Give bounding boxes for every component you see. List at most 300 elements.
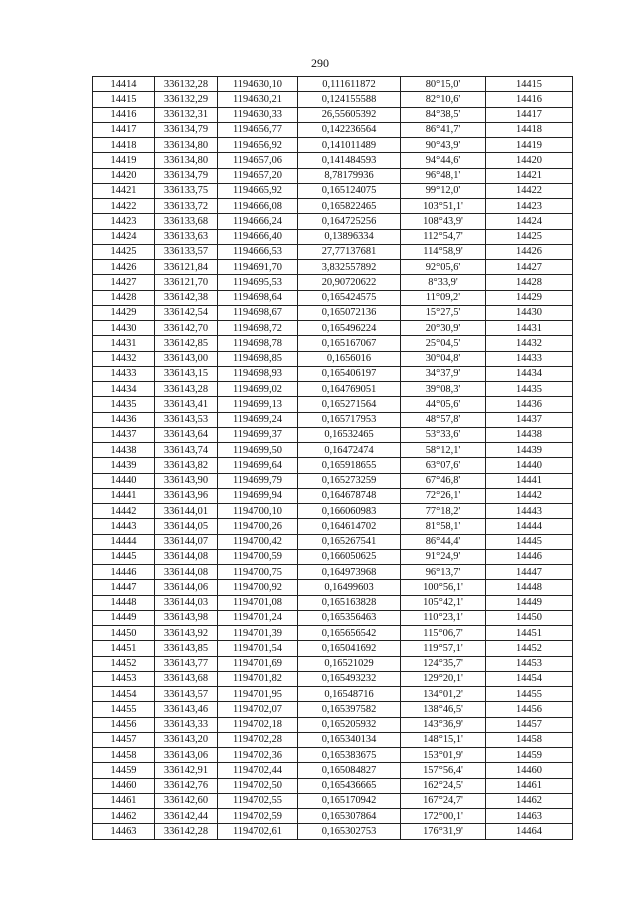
distance-cell: 20,90720622 <box>298 275 401 290</box>
direction-angle-cell: 124°35,7' <box>401 656 486 671</box>
next-point-cell: 14417 <box>486 107 573 122</box>
distance-cell: 0,165041692 <box>298 641 401 656</box>
distance-cell: 0,165163828 <box>298 595 401 610</box>
table-row <box>93 565 573 580</box>
table-row <box>93 671 573 686</box>
next-point-cell: 14460 <box>486 763 573 778</box>
table-row <box>93 824 573 839</box>
table-row <box>93 473 573 488</box>
y-coordinate-cell: 1194691,70 <box>218 260 298 275</box>
y-coordinate-cell: 1194700,26 <box>218 519 298 534</box>
x-coordinate-cell: 336143,92 <box>155 626 218 641</box>
distance-cell: 0,165496224 <box>298 321 401 336</box>
point-number-cell: 14456 <box>93 717 155 732</box>
table-row <box>93 519 573 534</box>
point-number-cell: 14453 <box>93 671 155 686</box>
point-number-cell: 14439 <box>93 458 155 473</box>
x-coordinate-cell: 336143,90 <box>155 473 218 488</box>
y-coordinate-cell: 1194702,59 <box>218 809 298 824</box>
y-coordinate-cell: 1194699,02 <box>218 382 298 397</box>
point-number-cell: 14428 <box>93 290 155 305</box>
distance-cell: 0,141011489 <box>298 138 401 153</box>
distance-cell: 0,16532465 <box>298 427 401 442</box>
x-coordinate-cell: 336144,03 <box>155 595 218 610</box>
y-coordinate-cell: 1194699,24 <box>218 412 298 427</box>
table-row <box>93 138 573 153</box>
point-number-cell: 14461 <box>93 793 155 808</box>
next-point-cell: 14434 <box>486 366 573 381</box>
table-row <box>93 321 573 336</box>
distance-cell: 0,166060983 <box>298 504 401 519</box>
point-number-cell: 14423 <box>93 214 155 229</box>
direction-angle-cell: 86°41,7' <box>401 122 486 137</box>
table-row <box>93 778 573 793</box>
direction-angle-cell: 77°18,2' <box>401 504 486 519</box>
x-coordinate-cell: 336144,08 <box>155 549 218 564</box>
next-point-cell: 14433 <box>486 351 573 366</box>
table-row <box>93 260 573 275</box>
y-coordinate-cell: 1194630,10 <box>218 77 298 92</box>
next-point-cell: 14432 <box>486 336 573 351</box>
direction-angle-cell: 119°57,1' <box>401 641 486 656</box>
direction-angle-cell: 92°05,6' <box>401 260 486 275</box>
direction-angle-cell: 80°15,0' <box>401 77 486 92</box>
point-number-cell: 14421 <box>93 183 155 198</box>
direction-angle-cell: 86°44,4' <box>401 534 486 549</box>
x-coordinate-cell: 336143,46 <box>155 702 218 717</box>
y-coordinate-cell: 1194702,18 <box>218 717 298 732</box>
point-number-cell: 14451 <box>93 641 155 656</box>
next-point-cell: 14461 <box>486 778 573 793</box>
next-point-cell: 14421 <box>486 168 573 183</box>
table-row <box>93 199 573 214</box>
distance-cell: 0,124155588 <box>298 92 401 107</box>
direction-angle-cell: 114°58,9' <box>401 244 486 259</box>
distance-cell: 0,166050625 <box>298 549 401 564</box>
next-point-cell: 14435 <box>486 382 573 397</box>
page-number: 290 <box>311 56 329 70</box>
x-coordinate-cell: 336142,28 <box>155 824 218 839</box>
next-point-cell: 14453 <box>486 656 573 671</box>
x-coordinate-cell: 336143,74 <box>155 443 218 458</box>
next-point-cell: 14443 <box>486 504 573 519</box>
distance-cell: 0,165406197 <box>298 366 401 381</box>
distance-cell: 0,165493232 <box>298 671 401 686</box>
distance-cell: 0,165302753 <box>298 824 401 839</box>
distance-cell: 0,165273259 <box>298 473 401 488</box>
y-coordinate-cell: 1194666,40 <box>218 229 298 244</box>
distance-cell: 0,165170942 <box>298 793 401 808</box>
next-point-cell: 14445 <box>486 534 573 549</box>
point-number-cell: 14415 <box>93 92 155 107</box>
next-point-cell: 14456 <box>486 702 573 717</box>
next-point-cell: 14431 <box>486 321 573 336</box>
next-point-cell: 14426 <box>486 244 573 259</box>
direction-angle-cell: 129°20,1' <box>401 671 486 686</box>
x-coordinate-cell: 336142,76 <box>155 778 218 793</box>
table-row <box>93 244 573 259</box>
x-coordinate-cell: 336121,70 <box>155 275 218 290</box>
distance-cell: 0,165124075 <box>298 183 401 198</box>
y-coordinate-cell: 1194657,06 <box>218 153 298 168</box>
table-row <box>93 534 573 549</box>
table-row <box>93 275 573 290</box>
direction-angle-cell: 44°05,6' <box>401 397 486 412</box>
next-point-cell: 14440 <box>486 458 573 473</box>
table-row <box>93 290 573 305</box>
direction-angle-cell: 84°38,5' <box>401 107 486 122</box>
next-point-cell: 14450 <box>486 610 573 625</box>
table-row <box>93 641 573 656</box>
direction-angle-cell: 63°07,6' <box>401 458 486 473</box>
y-coordinate-cell: 1194702,61 <box>218 824 298 839</box>
direction-angle-cell: 110°23,1' <box>401 610 486 625</box>
next-point-cell: 14422 <box>486 183 573 198</box>
distance-cell: 0,165072136 <box>298 305 401 320</box>
table-row <box>93 214 573 229</box>
table-row <box>93 702 573 717</box>
direction-angle-cell: 20°30,9' <box>401 321 486 336</box>
direction-angle-cell: 134°01,2' <box>401 687 486 702</box>
distance-cell: 0,16472474 <box>298 443 401 458</box>
x-coordinate-cell: 336134,79 <box>155 168 218 183</box>
next-point-cell: 14437 <box>486 412 573 427</box>
next-point-cell: 14436 <box>486 397 573 412</box>
y-coordinate-cell: 1194702,55 <box>218 793 298 808</box>
y-coordinate-cell: 1194702,07 <box>218 702 298 717</box>
x-coordinate-cell: 336143,96 <box>155 488 218 503</box>
direction-angle-cell: 112°54,7' <box>401 229 486 244</box>
y-coordinate-cell: 1194700,42 <box>218 534 298 549</box>
point-number-cell: 14440 <box>93 473 155 488</box>
y-coordinate-cell: 1194699,94 <box>218 488 298 503</box>
y-coordinate-cell: 1194630,33 <box>218 107 298 122</box>
x-coordinate-cell: 336143,98 <box>155 610 218 625</box>
x-coordinate-cell: 336143,06 <box>155 748 218 763</box>
y-coordinate-cell: 1194656,77 <box>218 122 298 137</box>
distance-cell: 0,165084827 <box>298 763 401 778</box>
point-number-cell: 14449 <box>93 610 155 625</box>
distance-cell: 0,164973968 <box>298 565 401 580</box>
direction-angle-cell: 96°13,7' <box>401 565 486 580</box>
y-coordinate-cell: 1194666,53 <box>218 244 298 259</box>
x-coordinate-cell: 336134,80 <box>155 153 218 168</box>
point-number-cell: 14445 <box>93 549 155 564</box>
point-number-cell: 14424 <box>93 229 155 244</box>
table-row <box>93 351 573 366</box>
distance-cell: 0,165267541 <box>298 534 401 549</box>
x-coordinate-cell: 336143,00 <box>155 351 218 366</box>
point-number-cell: 14455 <box>93 702 155 717</box>
x-coordinate-cell: 336143,33 <box>155 717 218 732</box>
next-point-cell: 14462 <box>486 793 573 808</box>
distance-cell: 0,164769051 <box>298 382 401 397</box>
direction-angle-cell: 53°33,6' <box>401 427 486 442</box>
point-number-cell: 14447 <box>93 580 155 595</box>
point-number-cell: 14442 <box>93 504 155 519</box>
point-number-cell: 14454 <box>93 687 155 702</box>
direction-angle-cell: 115°06,7' <box>401 626 486 641</box>
y-coordinate-cell: 1194656,92 <box>218 138 298 153</box>
point-number-cell: 14434 <box>93 382 155 397</box>
table-row <box>93 168 573 183</box>
table-row <box>93 763 573 778</box>
point-number-cell: 14436 <box>93 412 155 427</box>
direction-angle-cell: 143°36,9' <box>401 717 486 732</box>
table-row <box>93 305 573 320</box>
table-row <box>93 183 573 198</box>
next-point-cell: 14451 <box>486 626 573 641</box>
distance-cell: 0,165436665 <box>298 778 401 793</box>
table-body <box>93 77 573 840</box>
x-coordinate-cell: 336132,29 <box>155 92 218 107</box>
direction-angle-cell: 8°33,9' <box>401 275 486 290</box>
direction-angle-cell: 105°42,1' <box>401 595 486 610</box>
next-point-cell: 14428 <box>486 275 573 290</box>
y-coordinate-cell: 1194699,64 <box>218 458 298 473</box>
x-coordinate-cell: 336133,75 <box>155 183 218 198</box>
next-point-cell: 14424 <box>486 214 573 229</box>
point-number-cell: 14416 <box>93 107 155 122</box>
direction-angle-cell: 81°58,1' <box>401 519 486 534</box>
x-coordinate-cell: 336142,54 <box>155 305 218 320</box>
y-coordinate-cell: 1194701,82 <box>218 671 298 686</box>
distance-cell: 0,13896334 <box>298 229 401 244</box>
distance-cell: 0,165383675 <box>298 748 401 763</box>
distance-cell: 8,78179936 <box>298 168 401 183</box>
direction-angle-cell: 162°24,5' <box>401 778 486 793</box>
x-coordinate-cell: 336133,57 <box>155 244 218 259</box>
direction-angle-cell: 157°56,4' <box>401 763 486 778</box>
y-coordinate-cell: 1194701,54 <box>218 641 298 656</box>
point-number-cell: 14441 <box>93 488 155 503</box>
next-point-cell: 14446 <box>486 549 573 564</box>
table-row <box>93 504 573 519</box>
y-coordinate-cell: 1194699,13 <box>218 397 298 412</box>
x-coordinate-cell: 336142,70 <box>155 321 218 336</box>
table-row <box>93 229 573 244</box>
y-coordinate-cell: 1194698,64 <box>218 290 298 305</box>
distance-cell: 0,1656016 <box>298 351 401 366</box>
y-coordinate-cell: 1194666,08 <box>218 199 298 214</box>
direction-angle-cell: 148°15,1' <box>401 732 486 747</box>
direction-angle-cell: 39°08,3' <box>401 382 486 397</box>
point-number-cell: 14435 <box>93 397 155 412</box>
x-coordinate-cell: 336133,68 <box>155 214 218 229</box>
next-point-cell: 14458 <box>486 732 573 747</box>
table-row <box>93 549 573 564</box>
distance-cell: 0,164725256 <box>298 214 401 229</box>
x-coordinate-cell: 336134,79 <box>155 122 218 137</box>
table-row <box>93 107 573 122</box>
y-coordinate-cell: 1194701,08 <box>218 595 298 610</box>
table-row <box>93 397 573 412</box>
direction-angle-cell: 72°26,1' <box>401 488 486 503</box>
y-coordinate-cell: 1194699,37 <box>218 427 298 442</box>
x-coordinate-cell: 336144,07 <box>155 534 218 549</box>
next-point-cell: 14423 <box>486 199 573 214</box>
next-point-cell: 14455 <box>486 687 573 702</box>
x-coordinate-cell: 336142,38 <box>155 290 218 305</box>
next-point-cell: 14439 <box>486 443 573 458</box>
x-coordinate-cell: 336142,85 <box>155 336 218 351</box>
coordinates-table <box>92 76 573 840</box>
table-row <box>93 793 573 808</box>
table-row <box>93 458 573 473</box>
distance-cell: 0,165918655 <box>298 458 401 473</box>
y-coordinate-cell: 1194701,69 <box>218 656 298 671</box>
direction-angle-cell: 138°46,5' <box>401 702 486 717</box>
distance-cell: 0,141484593 <box>298 153 401 168</box>
y-coordinate-cell: 1194702,36 <box>218 748 298 763</box>
y-coordinate-cell: 1194699,79 <box>218 473 298 488</box>
y-coordinate-cell: 1194701,24 <box>218 610 298 625</box>
distance-cell: 0,16499603 <box>298 580 401 595</box>
point-number-cell: 14432 <box>93 351 155 366</box>
y-coordinate-cell: 1194630,21 <box>218 92 298 107</box>
distance-cell: 0,164678748 <box>298 488 401 503</box>
next-point-cell: 14457 <box>486 717 573 732</box>
distance-cell: 3,832557892 <box>298 260 401 275</box>
direction-angle-cell: 82°10,6' <box>401 92 486 107</box>
distance-cell: 0,165656542 <box>298 626 401 641</box>
table-row <box>93 610 573 625</box>
y-coordinate-cell: 1194700,10 <box>218 504 298 519</box>
direction-angle-cell: 99°12,0' <box>401 183 486 198</box>
table-row <box>93 92 573 107</box>
distance-cell: 0,165205932 <box>298 717 401 732</box>
direction-angle-cell: 100°56,1' <box>401 580 486 595</box>
point-number-cell: 14460 <box>93 778 155 793</box>
next-point-cell: 14444 <box>486 519 573 534</box>
point-number-cell: 14426 <box>93 260 155 275</box>
distance-cell: 0,165271564 <box>298 397 401 412</box>
distance-cell: 27,77137681 <box>298 244 401 259</box>
direction-angle-cell: 90°43,9' <box>401 138 486 153</box>
direction-angle-cell: 67°46,8' <box>401 473 486 488</box>
table-row <box>93 336 573 351</box>
next-point-cell: 14438 <box>486 427 573 442</box>
x-coordinate-cell: 336143,28 <box>155 382 218 397</box>
direction-angle-cell: 176°31,9' <box>401 824 486 839</box>
y-coordinate-cell: 1194657,20 <box>218 168 298 183</box>
point-number-cell: 14452 <box>93 656 155 671</box>
next-point-cell: 14419 <box>486 138 573 153</box>
y-coordinate-cell: 1194701,95 <box>218 687 298 702</box>
table-row <box>93 382 573 397</box>
table-row <box>93 427 573 442</box>
next-point-cell: 14452 <box>486 641 573 656</box>
y-coordinate-cell: 1194701,39 <box>218 626 298 641</box>
direction-angle-cell: 58°12,1' <box>401 443 486 458</box>
distance-cell: 0,165307864 <box>298 809 401 824</box>
x-coordinate-cell: 336143,15 <box>155 366 218 381</box>
table-row <box>93 656 573 671</box>
direction-angle-cell: 30°04,8' <box>401 351 486 366</box>
x-coordinate-cell: 336144,05 <box>155 519 218 534</box>
distance-cell: 0,165356463 <box>298 610 401 625</box>
x-coordinate-cell: 336143,68 <box>155 671 218 686</box>
next-point-cell: 14418 <box>486 122 573 137</box>
point-number-cell: 14431 <box>93 336 155 351</box>
table-row <box>93 443 573 458</box>
next-point-cell: 14416 <box>486 92 573 107</box>
point-number-cell: 14425 <box>93 244 155 259</box>
x-coordinate-cell: 336144,08 <box>155 565 218 580</box>
point-number-cell: 14463 <box>93 824 155 839</box>
direction-angle-cell: 108°43,9' <box>401 214 486 229</box>
next-point-cell: 14449 <box>486 595 573 610</box>
point-number-cell: 14418 <box>93 138 155 153</box>
direction-angle-cell: 96°48,1' <box>401 168 486 183</box>
x-coordinate-cell: 336134,80 <box>155 138 218 153</box>
y-coordinate-cell: 1194702,50 <box>218 778 298 793</box>
table-row <box>93 153 573 168</box>
x-coordinate-cell: 336142,91 <box>155 763 218 778</box>
point-number-cell: 14420 <box>93 168 155 183</box>
table-row <box>93 687 573 702</box>
point-number-cell: 14462 <box>93 809 155 824</box>
x-coordinate-cell: 336143,53 <box>155 412 218 427</box>
next-point-cell: 14429 <box>486 290 573 305</box>
y-coordinate-cell: 1194698,67 <box>218 305 298 320</box>
point-number-cell: 14437 <box>93 427 155 442</box>
distance-cell: 0,111611872 <box>298 77 401 92</box>
distance-cell: 0,165167067 <box>298 336 401 351</box>
y-coordinate-cell: 1194698,85 <box>218 351 298 366</box>
distance-cell: 26,55605392 <box>298 107 401 122</box>
y-coordinate-cell: 1194695,53 <box>218 275 298 290</box>
x-coordinate-cell: 336143,64 <box>155 427 218 442</box>
point-number-cell: 14433 <box>93 366 155 381</box>
table-row <box>93 77 573 92</box>
point-number-cell: 14419 <box>93 153 155 168</box>
next-point-cell: 14425 <box>486 229 573 244</box>
point-number-cell: 14459 <box>93 763 155 778</box>
direction-angle-cell: 25°04,5' <box>401 336 486 351</box>
y-coordinate-cell: 1194665,92 <box>218 183 298 198</box>
x-coordinate-cell: 336142,60 <box>155 793 218 808</box>
y-coordinate-cell: 1194700,92 <box>218 580 298 595</box>
next-point-cell: 14415 <box>486 77 573 92</box>
direction-angle-cell: 167°24,7' <box>401 793 486 808</box>
point-number-cell: 14457 <box>93 732 155 747</box>
direction-angle-cell: 15°27,5' <box>401 305 486 320</box>
next-point-cell: 14442 <box>486 488 573 503</box>
table-row <box>93 488 573 503</box>
direction-angle-cell: 11°09,2' <box>401 290 486 305</box>
y-coordinate-cell: 1194698,78 <box>218 336 298 351</box>
point-number-cell: 14414 <box>93 77 155 92</box>
table-row <box>93 366 573 381</box>
x-coordinate-cell: 336143,85 <box>155 641 218 656</box>
next-point-cell: 14448 <box>486 580 573 595</box>
point-number-cell: 14429 <box>93 305 155 320</box>
point-number-cell: 14444 <box>93 534 155 549</box>
y-coordinate-cell: 1194700,59 <box>218 549 298 564</box>
next-point-cell: 14441 <box>486 473 573 488</box>
next-point-cell: 14463 <box>486 809 573 824</box>
table-row <box>93 412 573 427</box>
point-number-cell: 14443 <box>93 519 155 534</box>
x-coordinate-cell: 336144,01 <box>155 504 218 519</box>
point-number-cell: 14427 <box>93 275 155 290</box>
x-coordinate-cell: 336144,06 <box>155 580 218 595</box>
point-number-cell: 14458 <box>93 748 155 763</box>
y-coordinate-cell: 1194700,75 <box>218 565 298 580</box>
next-point-cell: 14430 <box>486 305 573 320</box>
next-point-cell: 14420 <box>486 153 573 168</box>
